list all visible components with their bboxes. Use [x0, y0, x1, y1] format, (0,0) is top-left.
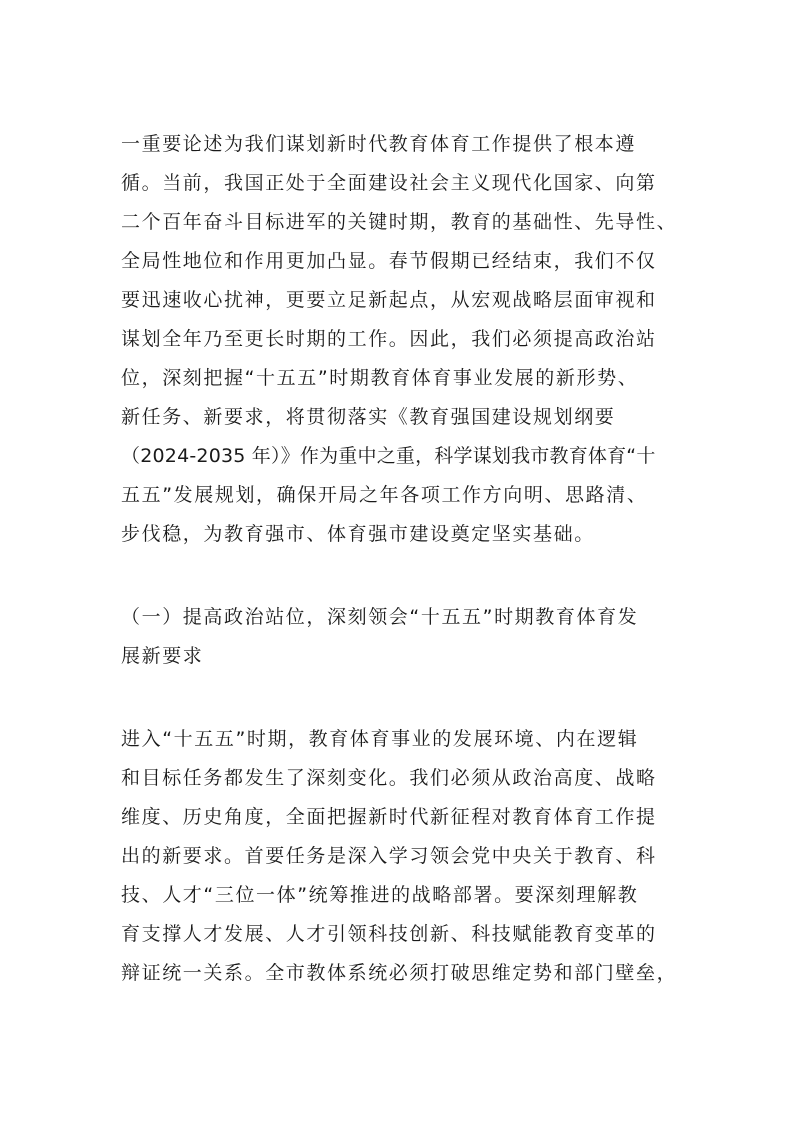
- text-line: 辩证统一关系。全市教体系统必须打破思维定势和部门壁垒，: [121, 962, 678, 984]
- text-line: （2024-2035 年）》作为重中之重，科学谋划我市教育体育“十: [121, 445, 656, 467]
- text-line: 维度、历史角度，全面把握新时代新征程对教育体育工作提: [121, 806, 657, 828]
- text-line: 二个百年奋斗目标进军的关键时期，教育的基础性、先导性、: [121, 211, 678, 233]
- text-line: 育支撑人才发展、人才引领科技创新、科技赋能教育变革的: [121, 923, 657, 945]
- text-line: 要迅速收心扰神，更要立足新起点，从宏观战略层面审视和: [121, 289, 657, 311]
- text-line: 步伐稳，为教育强市、体育强市建设奠定坚实基础。: [121, 523, 595, 545]
- text-line: 和目标任务都发生了深刻变化。我们必须从政治高度、战略: [121, 767, 657, 789]
- text-line: 一重要论述为我们谋划新时代教育体育工作提供了根本遵: [121, 133, 637, 155]
- text-line: 出的新要求。首要任务是深入学习领会党中央关于教育、科: [121, 845, 657, 867]
- text-line: 谋划全年乃至更长时期的工作。因此，我们必须提高政治站: [121, 328, 657, 350]
- heading-line: 展新要求: [121, 645, 204, 667]
- heading-line: （一）提高政治站位，深刻领会“十五五”时期教育体育发: [121, 606, 639, 628]
- text-line: 新任务、新要求，将贯彻落实《教育强国建设规划纲要: [121, 406, 616, 428]
- text-line: 五五”发展规划，确保开局之年各项工作方向明、思路清、: [121, 484, 648, 506]
- text-line: 位，深刻把握“十五五”时期教育体育事业发展的新形势、: [121, 367, 639, 389]
- text-line: 全局性地位和作用更加凸显。春节假期已经结束，我们不仅: [121, 250, 657, 272]
- text-line: 技、人才“三位一体”统筹推进的战略部署。要深刻理解教: [121, 884, 639, 906]
- text-line: 进入“十五五”时期，教育体育事业的发展环境、内在逻辑: [121, 728, 639, 750]
- text-line: 循。当前，我国正处于全面建设社会主义现代化国家、向第: [121, 172, 657, 194]
